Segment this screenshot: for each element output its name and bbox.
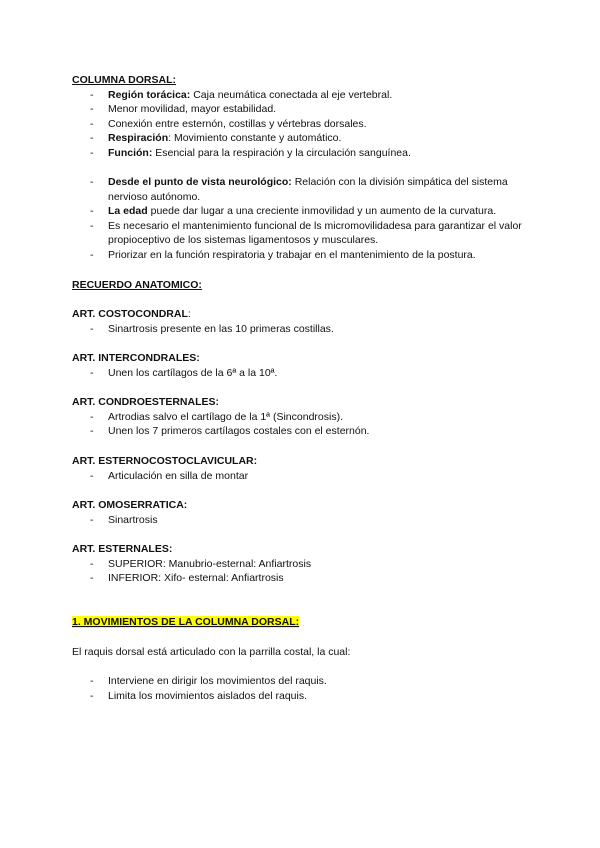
esternocostoclavicular-section — [72, 454, 532, 483]
list-item: - Sinartrosis — [72, 513, 532, 528]
list-item: - Función: Esencial para la respiración y la circulación sanguínea. — [72, 146, 532, 161]
intercondrales-title: ART. INTERCONDRALES: — [72, 352, 200, 364]
list-item: - Respiración: Movimiento constante y automático. — [72, 131, 532, 146]
recuerdo-section — [72, 278, 532, 293]
list-item: - Menor movilidad, mayor estabilidad. — [72, 102, 532, 117]
movimientos-intro-block — [72, 645, 532, 660]
recuerdo-title: RECUERDO ANATOMICO: — [72, 279, 202, 291]
list-item: - Región torácica: Caja neumática conectada al eje vertebral. — [72, 88, 532, 103]
costocondral-section — [72, 307, 532, 336]
esternales-section — [72, 542, 532, 586]
list-item: - Priorizar en la función respiratoria y trabajar en el mantenimiento de la postura. — [72, 248, 532, 263]
list-item: - Interviene en dirigir los movimientos del raquis. — [72, 674, 532, 689]
list-item: - Articulación en silla de montar — [72, 469, 532, 484]
movimientos-section — [72, 615, 532, 630]
omoserratica-title: ART. OMOSERRATICA: — [72, 499, 188, 511]
list-item: - Unen los 7 primeros cartílagos costales con el esternón. — [72, 424, 532, 439]
movimientos-list-block — [72, 674, 532, 703]
columna-dorsal-section-2 — [72, 175, 532, 262]
list-item: - Artrodias salvo el cartílago de la 1ª (Sincondrosis). — [72, 410, 532, 425]
list-item: - Sinartrosis presente en las 10 primeras costillas. — [72, 322, 532, 337]
columna-dorsal-section — [72, 73, 532, 160]
list-item: - Es necesario el mantenimiento funcional de ls micromovilidadesa para garantizar el valor propioceptivo de los sistemas ligamentosos y musculares. — [72, 219, 532, 248]
movimientos-title: 1. MOVIMIENTOS DE LA COLUMNA DORSAL: — [72, 616, 300, 628]
list-item: - Unen los cartílagos de la 6ª a la 10ª. — [72, 366, 532, 381]
columna-dorsal-list-2 — [72, 175, 532, 262]
movimientos-intro: El raquis dorsal está articulado con la parrilla costal, la cual: — [72, 646, 351, 658]
columna-dorsal-list — [72, 88, 532, 161]
condroesternales-title: ART. CONDROESTERNALES: — [72, 396, 220, 408]
intercondrales-section — [72, 351, 532, 380]
movimientos-list — [72, 674, 532, 703]
esternales-title: ART. ESTERNALES: — [72, 543, 173, 555]
condroesternales-section — [72, 395, 532, 439]
list-item: - Conexión entre esternón, costillas y vértebras dorsales. — [72, 117, 532, 132]
esternocostoclavicular-title: ART. ESTERNOCOSTOCLAVICULAR: — [72, 455, 258, 467]
costocondral-title: ART. COSTOCONDRAL: — [72, 308, 191, 320]
list-item: - Limita los movimientos aislados del raquis. — [72, 689, 532, 704]
columna-dorsal-title: COLUMNA DORSAL: — [72, 74, 177, 86]
list-item: - SUPERIOR: Manubrio-esternal: Anfiartrosis — [72, 557, 532, 572]
list-item: - INFERIOR: Xifo- esternal: Anfiartrosis — [72, 571, 532, 586]
omoserratica-section — [72, 498, 532, 527]
list-item: - La edad puede dar lugar a una creciente inmovilidad y un aumento de la curvatura. — [72, 204, 532, 219]
list-item: - Desde el punto de vista neurológico: Relación con la división simpática del sistema nervioso autónomo. — [72, 175, 532, 204]
